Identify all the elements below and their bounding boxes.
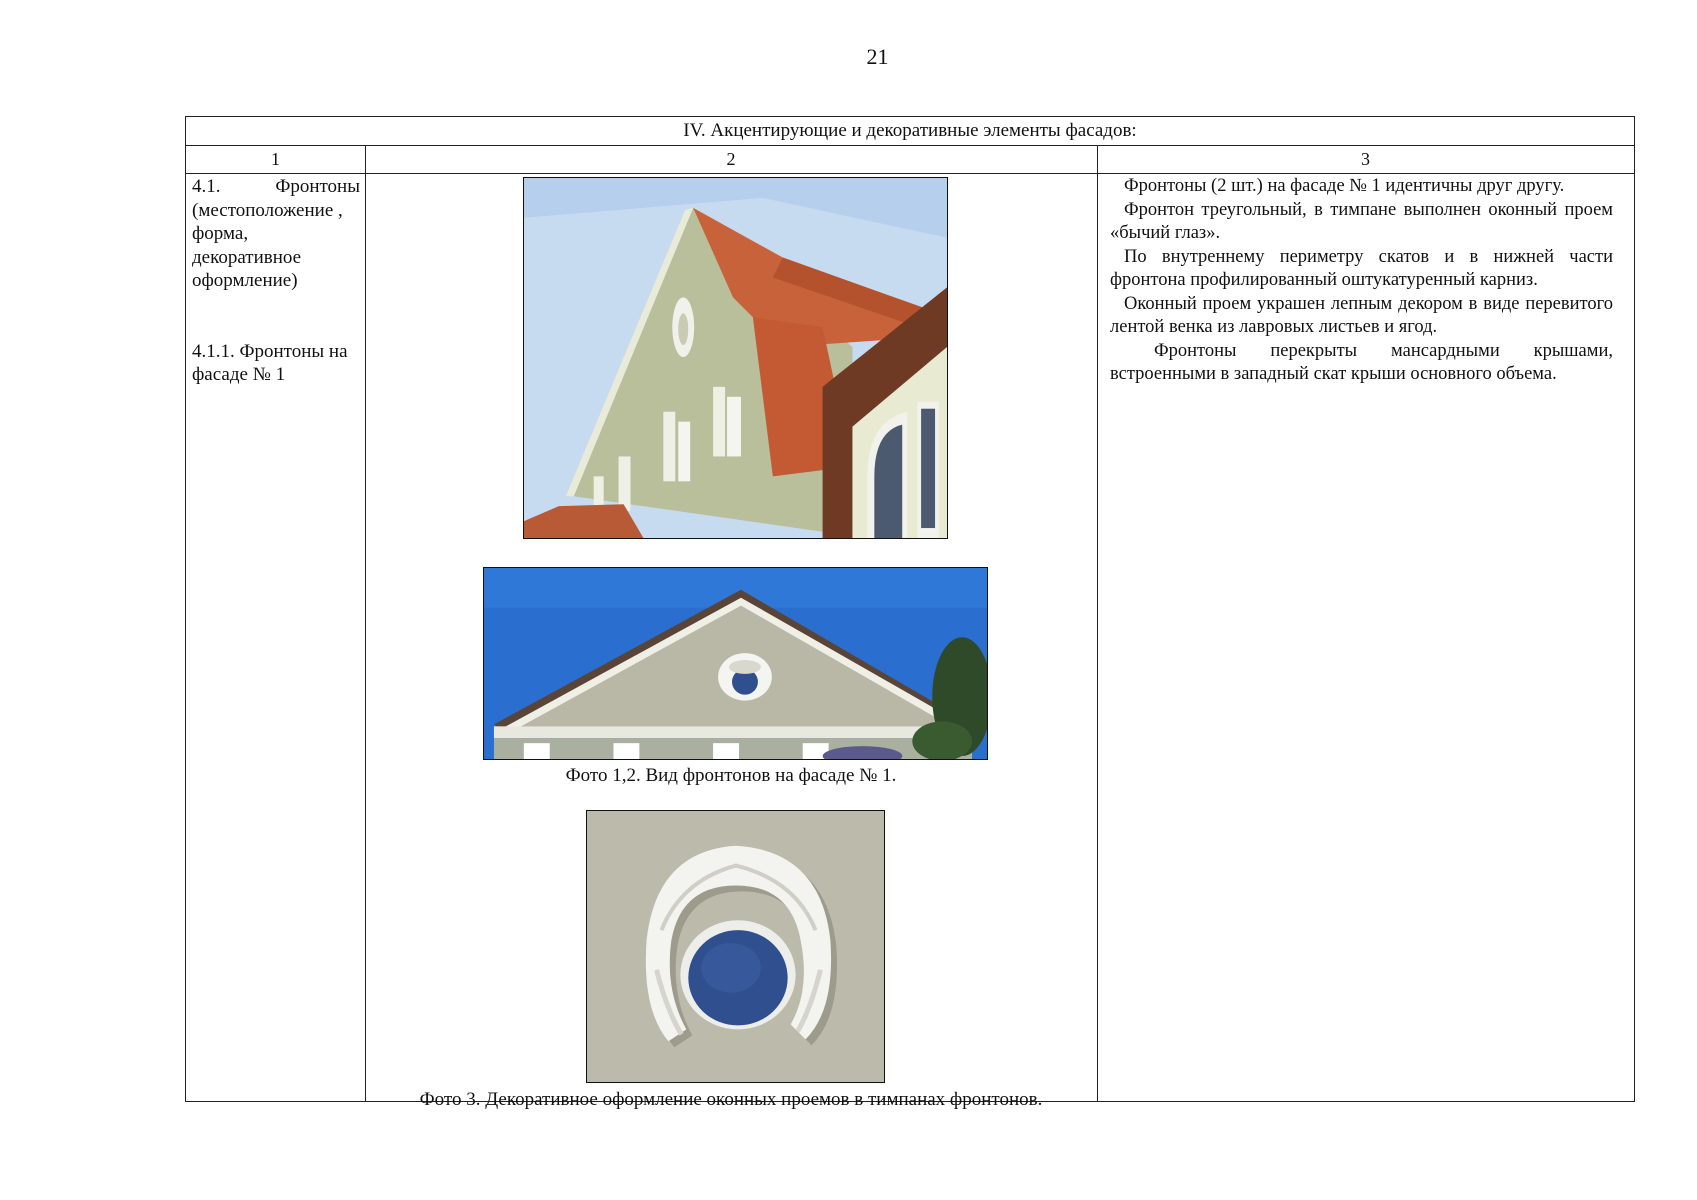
section-title-word: Фронтоны xyxy=(275,176,360,197)
photo-1-image xyxy=(524,178,947,538)
section-heading-cell xyxy=(192,175,360,387)
photo-2-gable-front xyxy=(483,567,988,760)
description-paragraph: Фронтоны (2 шт.) на фасаде № 1 идентичны друг другу. xyxy=(1124,176,1565,196)
section-heading-line: (местоположение , xyxy=(192,199,343,221)
subsection-heading-line: 4.1.1. Фронтоны на xyxy=(192,340,348,362)
column-number-3: 3 xyxy=(1361,149,1370,169)
description-paragraph: Фронтоны перекрыты мансардными крышами, встроенными в западный скат крыши основного объема. xyxy=(1110,340,1613,384)
column-number-1: 1 xyxy=(271,149,280,169)
facade-elements-table xyxy=(185,116,1635,1110)
caption-photos-1-2: Фото 1,2. Вид фронтонов на фасаде № 1. xyxy=(565,765,897,786)
description-paragraph: Фронтон треугольный, в тимпане выполнен оконный проем «бычий глаз». xyxy=(1110,199,1613,243)
column-number-row xyxy=(186,145,1634,174)
section-heading-line: форма, xyxy=(192,223,249,244)
photo-3-image xyxy=(587,811,884,1082)
photo-1-gable-roof xyxy=(523,177,948,539)
description-paragraph: По внутреннему периметру скатов и в нижней части фронтона профилированный оштукатуренный карниз. xyxy=(1110,246,1613,290)
column-number-2: 2 xyxy=(726,149,736,169)
section-heading-first-line xyxy=(192,175,360,199)
table-title: IV. Акцентирующие и декоративные элементы фасадов: xyxy=(186,117,1634,146)
subsection-heading-line: фасаде № 1 xyxy=(192,364,286,385)
column-divider-1 xyxy=(365,145,366,1101)
caption-photo-3: Фото 3. Декоративное оформление оконных проемов в тимпанах фронтонов. xyxy=(419,1089,1043,1110)
photo-2-image xyxy=(484,568,987,759)
description-cell xyxy=(1110,175,1613,387)
photo-3-wreath-window xyxy=(586,810,885,1083)
section-number: 4.1. xyxy=(192,176,221,197)
page-number: 21 xyxy=(866,44,889,69)
description-paragraph: Оконный проем украшен лепным декором в виде перевитого лентой венка из лавровых листьев и ягод. xyxy=(1110,293,1613,337)
section-heading-line: декоративное xyxy=(192,246,302,268)
section-heading-line: оформление) xyxy=(192,270,298,291)
column-divider-2 xyxy=(1097,145,1098,1101)
